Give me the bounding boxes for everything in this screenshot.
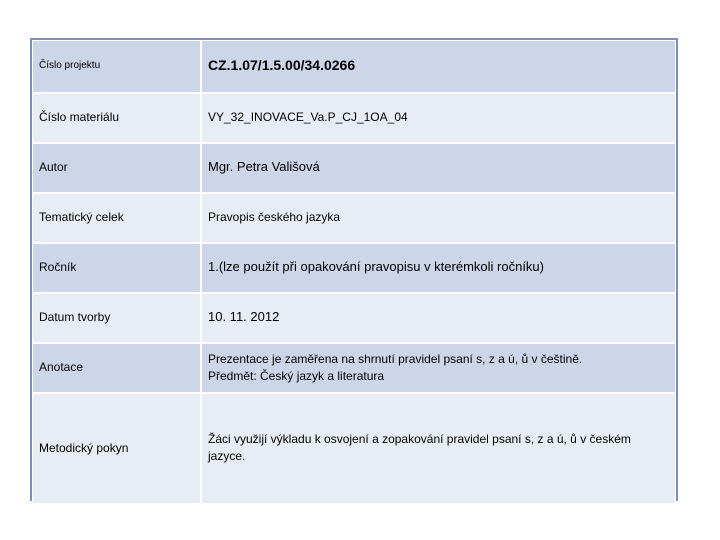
metadata-table (32, 40, 676, 505)
value-date: 10. 11. 2012 (201, 293, 676, 343)
table-row (33, 393, 676, 504)
value-topic: Pravopis českého jazyka (201, 193, 676, 243)
label-methodical-note: Metodický pokyn (33, 393, 202, 504)
table-row (33, 193, 676, 243)
annotation-line-1: Prezentace je zaměřena na shrnutí pravidel psaní s, z a ú, ů v češtině. (208, 351, 583, 366)
table-row (33, 243, 676, 293)
value-material-number: VY_32_INOVACE_Va.P_CJ_1OA_04 (201, 93, 676, 143)
value-methodical-note: Žáci využijí výkladu k osvojení a zopakování pravidel psaní s, z a ú, ů v českém jazyce. (201, 393, 676, 504)
label-material-number: Číslo materiálu (33, 93, 202, 143)
value-annotation (201, 343, 676, 393)
value-grade: 1.(lze použít při opakování pravopisu v kterémkoli ročníku) (201, 243, 676, 293)
label-project-number: Číslo projektu (33, 41, 202, 93)
value-project-number: CZ.1.07/1.5.00/34.0266 (201, 41, 676, 93)
metadata-sheet (30, 38, 678, 501)
table-row (33, 343, 676, 393)
label-date: Datum tvorby (33, 293, 202, 343)
annotation-line-2: Předmět: Český jazyk a literatura (208, 368, 385, 383)
label-annotation: Anotace (33, 343, 202, 393)
table-row (33, 93, 676, 143)
label-grade: Ročník (33, 243, 202, 293)
table-row (33, 293, 676, 343)
table-row (33, 143, 676, 193)
table-row (33, 41, 676, 93)
label-author: Autor (33, 143, 202, 193)
value-author: Mgr. Petra Vališová (201, 143, 676, 193)
label-topic: Tematický celek (33, 193, 202, 243)
